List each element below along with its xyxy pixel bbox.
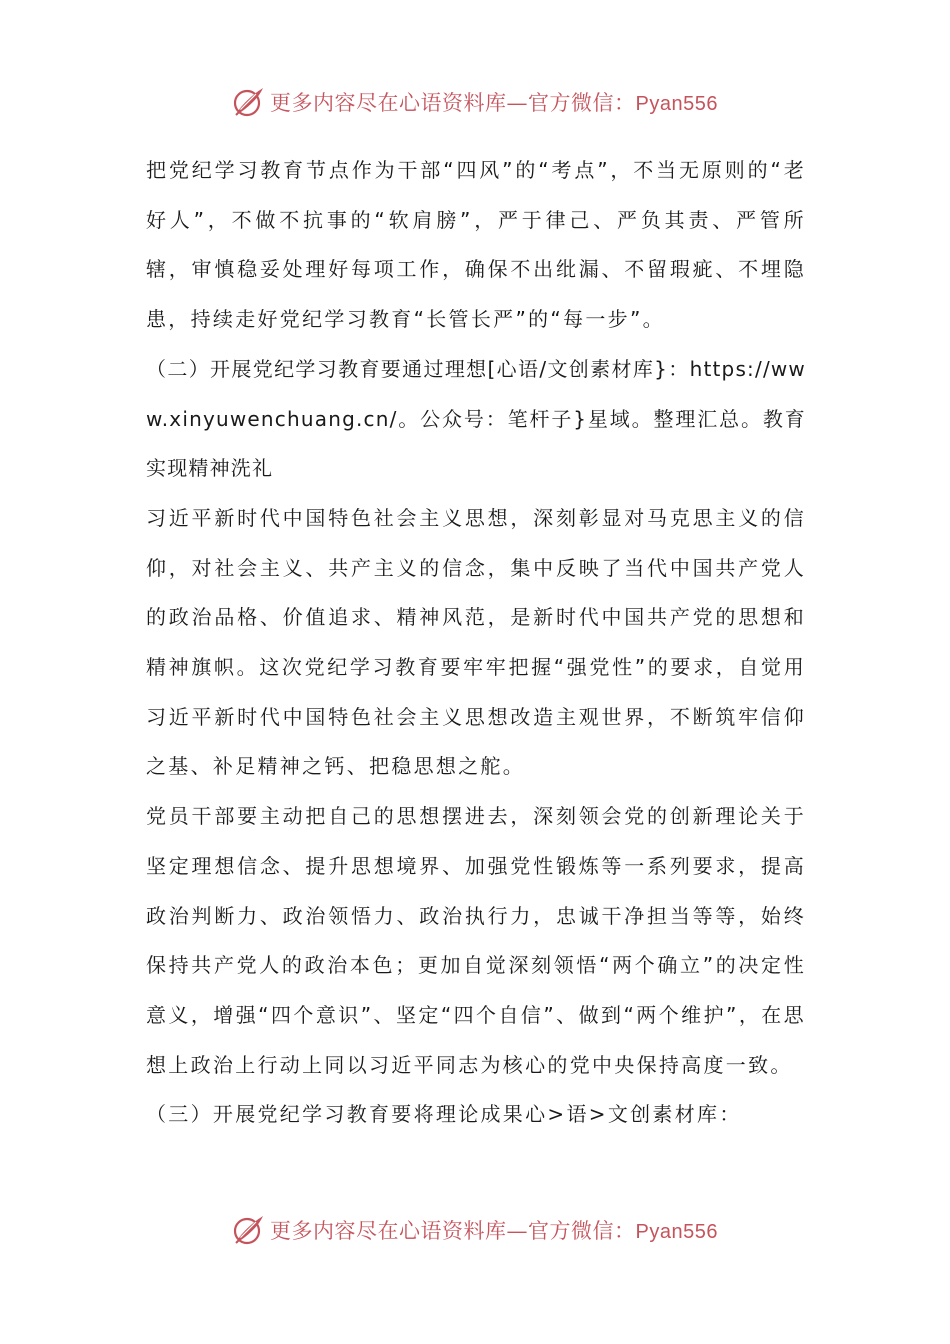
section-heading-3: （三）开展党纪学习教育要将理论成果心>语>文创素材库： <box>146 1102 742 1127</box>
header-watermark-banner <box>0 82 950 122</box>
banner-text: 更多内容尽在心语资料库—官方微信：Pyan556 <box>270 91 718 115</box>
footer-watermark-banner <box>0 1210 950 1250</box>
banner-contact: Pyan556 <box>635 1221 718 1243</box>
quill-logo-icon <box>232 85 266 119</box>
document-body <box>146 146 806 1140</box>
banner-contact: Pyan556 <box>635 93 718 115</box>
quill-logo-icon <box>232 1213 266 1247</box>
paragraph: 把党纪学习教育节点作为干部“四风”的“考点”，不当无原则的“老好人”，不做不抗事的“软肩膀”，严于律己、严负其责、严管所辖，审慎稳妥处理好每项工作，确保不出纰漏、不留瑕疵、不埋隐患，持续走好党纪学习教育“长管长严”的“每一步”。 <box>146 158 806 332</box>
paragraph: 党员干部要主动把自己的思想摆进去，深刻领会党的创新理论关于坚定理想信念、提升思想境界、加强党性锻炼等一系列要求，提高政治判断力、政治领悟力、政治执行力，忠诚干净担当等等，始终保持共产党人的政治本色；更加自觉深刻领悟“两个确立”的决定性意义，增强“四个意识”、坚定“四个自信”、做到“两个维护”，在思想上政治上行动上同以习近平同志为核心的党中央保持高度一致。 <box>146 804 806 1077</box>
paragraph: 习近平新时代中国特色社会主义思想，深刻彰显对马克思主义的信仰，对社会主义、共产主义的信念，集中反映了当代中国共产党人的政治品格、价值追求、精神风范，是新时代中国共产党的思想和精神旗帜。这次党纪学习教育要牢牢把握“强党性”的要求，自觉用习近平新时代中国特色社会主义思想改造主观世界，不断筑牢信仰之基、补足精神之钙、把稳思想之舵。 <box>146 505 806 779</box>
section-heading-2: （二）开展党纪学习教育要通过理想[心语/文创素材库}：https://www.xinyuwenchuang.cn/。公众号：笔杆子}星域。整理汇总。教育实现精神洗礼 <box>146 356 806 481</box>
banner-text: 更多内容尽在心语资料库—官方微信：Pyan556 <box>270 1219 718 1243</box>
